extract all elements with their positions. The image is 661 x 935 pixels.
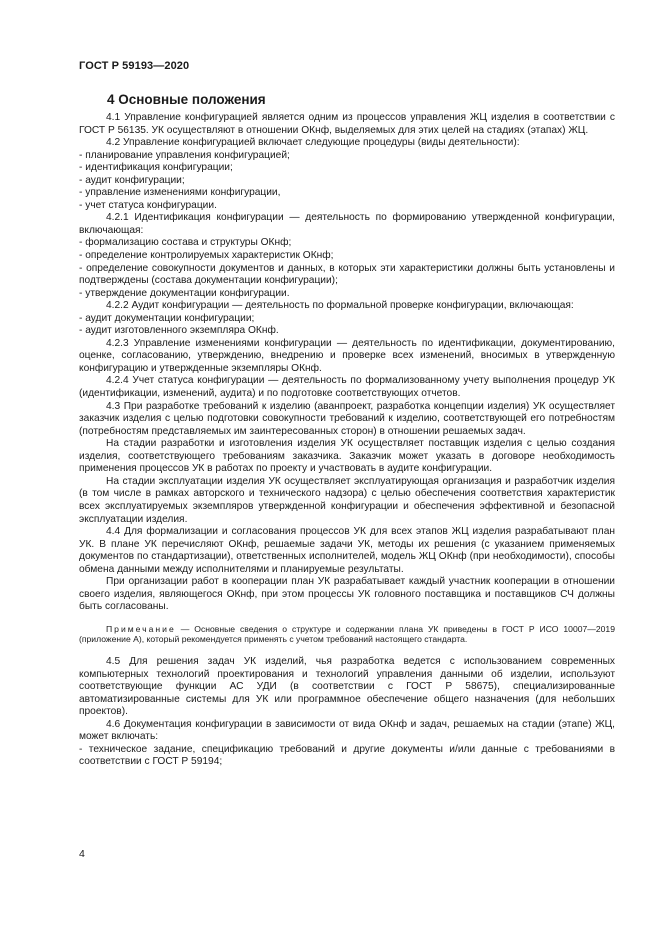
paragraph-4-3: 4.3 При разработке требований к изделию (аванпроект, разработка концепции изделия) УК осуществляет заказчик изделия с целью подготовки совокупности требований к изделию, соответствующей его потребностям (потребностям представляемых им заинтересованных сторон) в отношении решаемых задач. [79,400,615,437]
document-header: ГОСТ Р 59193—2020 [79,60,190,72]
section-title: 4 Основные положения [107,92,266,107]
page-number: 4 [79,848,85,860]
paragraph-4-2-2: 4.2.2 Аудит конфигурации — деятельность по формальной проверке конфигурации, включающая: [106,300,574,312]
list-item: - управление изменениями конфигурации, [79,187,281,199]
list-item: - планирование управления конфигурацией; [79,149,290,161]
paragraph-development-stage: На стадии разработки и изготовления изделия УК осуществляет поставщик изделия с целью создания изделия, соответствующего требованиям заказчика. Заказчик может указать в договоре необходимость применения процессов УК в работах по проекту и участвовать в аудите конфигурации. [79,438,615,475]
paragraph-4-4: 4.4 Для формализации и согласования процессов УК для всех этапов ЖЦ изделия разрабатывают план УК. В плане УК перечисляют ОКнф, решаемые задачи УК, методы их решения (с указанием применяемых документов по стандартизации), ответственных исполнителей, модель ЖЦ ОКнф (при необходимости), способы обмена данными между исполнителями и планируемые результаты. [79,526,615,575]
note [79,624,615,645]
list-item: - учет статуса конфигурации. [79,199,217,211]
paragraph-operation-stage: На стадии эксплуатации изделия УК осуществляет эксплуатирующая организация и разработчик изделия (в том числе в рамках авторского и технического надзора) с целью обеспечения соответствия характеристик всех эксплуатируемых экземпляров утвержденной конфигурации и обеспечения эффективной и безопасной эксплуатации изделия. [79,475,615,525]
list-item: - аудит документации конфигурации; [79,312,255,324]
paragraph-4-2-1: 4.2.1 Идентификация конфигурации — деятельность по формированию утвержденной конфигурации, включающая: [79,212,615,236]
note-text: — Основные сведения о структуре и содержании плана УК приведены в ГОСТ Р ИСО 10007—2019 (приложение А), который рекомендуется применять с учетом требований настоящего стандарта. [79,623,615,645]
list-item: - определение контролируемых характеристик ОКнф; [79,250,334,262]
list-item: - формализацию состава и структуры ОКнф; [79,237,292,249]
paragraph-4-2-3: 4.2.3 Управление изменениями конфигурации — деятельность по идентификации, документированию, оценке, согласованию, утверждению, внедрению и проверке всех изменений, вносимых в утвержденную конфигурацию и утвержденные экземпляры ОКнф. [79,337,615,374]
paragraph-4-2: 4.2 Управление конфигурацией включает следующие процедуры (виды деятельности): [106,137,520,149]
list-item: - аудит конфигурации; [79,174,185,186]
list-item: - техническое задание, спецификацию требований и другие документы и/или данные с требованиями в соответствии с ГОСТ Р 59194; [79,743,615,768]
list-item: - идентификация конфигурации; [79,162,233,174]
list-item: - утверждение документации конфигурации. [79,287,290,299]
paragraph-4-5: 4.5 Для решения задач УК изделий, чья разработка ведется с использованием современных компьютерных технологий проектирования и технологий управления данными об изделии, используют соответствующие функции АС УДИ (в соответствии с ГОСТ Р 58675), специализированные автоматизированные системы для УК или программное обеспечение общего назначения (для небольших проектов). [79,656,615,718]
paragraph-4-2-4: 4.2.4 Учет статуса конфигурации — деятельность по формализованному учету выполнения процедур УК (идентификации, изменений, аудита) и по подготовке соответствующих отчетов. [79,375,615,400]
list-item: - аудит изготовленного экземпляра ОКнф. [79,325,279,337]
list-item: - определение совокупности документов и данных, в которых эти характеристики должны быть установлены и подтверждены (состава документации конфигурации); [79,262,615,287]
section-body [79,112,615,769]
paragraph-4-6: 4.6 Документация конфигурации в зависимости от вида ОКнф и задач, решаемых на стадии (этапе) ЖЦ, может включать: [79,718,615,743]
note-label: Примечание [106,623,176,634]
paragraph-4-1: 4.1 Управление конфигурацией является одним из процессов управления ЖЦ изделия в соответствии с ГОСТ Р 56135. УК осуществляют в отношении ОКнф, выделяемых для этих целей на стадиях (этапах) ЖЦ. [79,112,615,136]
paragraph-cooperation: При организации работ в кооперации план УК разрабатывает каждый участник кооперации в отношении своего изделия, являющегося ОКнф, при этом процессы УК головного поставщика и поставщиков СЧ должны быть согласованы. [79,576,615,613]
